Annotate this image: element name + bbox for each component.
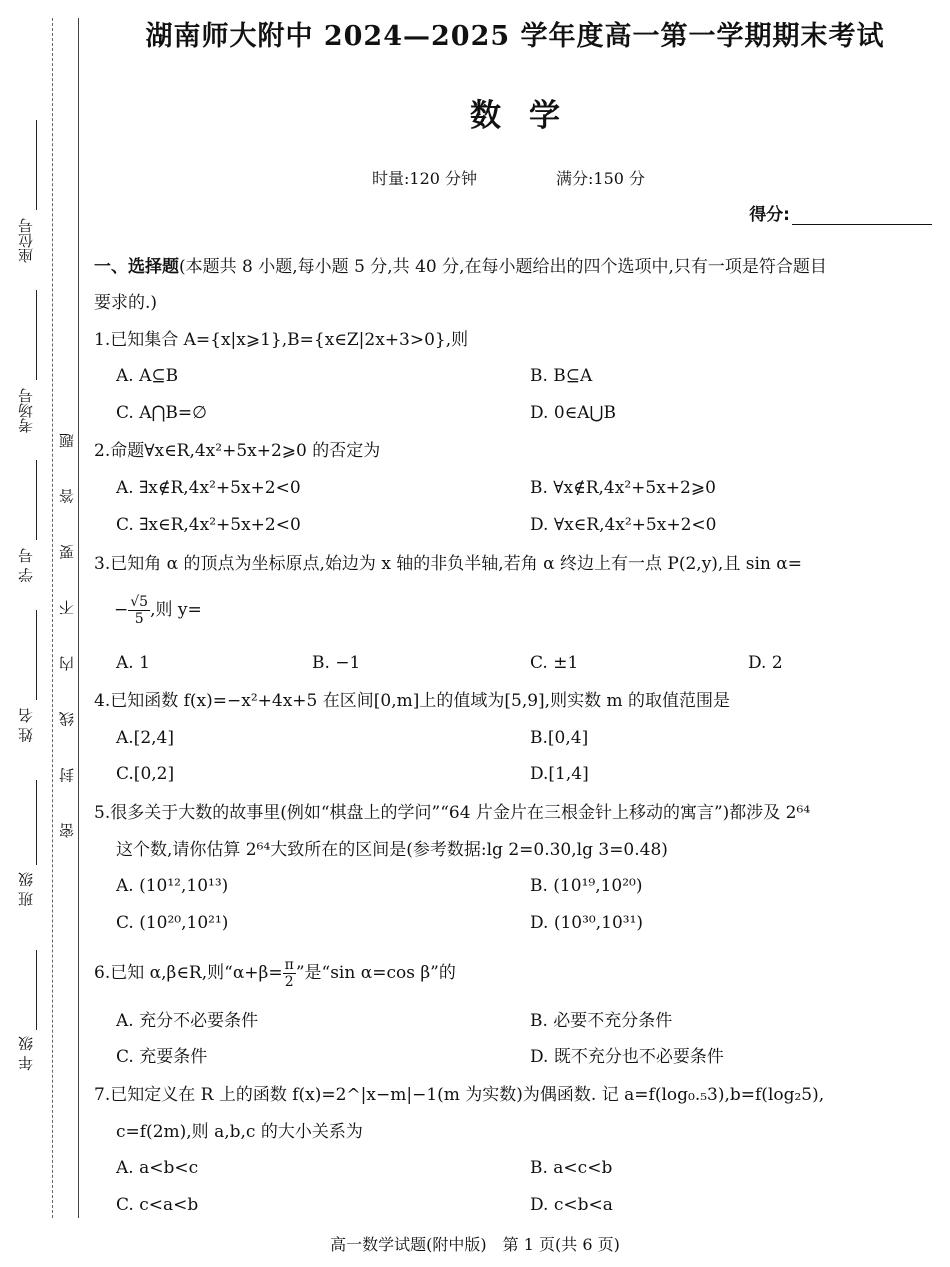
q2-option-d[interactable]: D. ∀x∈R,4x²+5x+2<0 <box>530 515 717 535</box>
q3-option-c[interactable]: C. ±1 <box>530 653 579 673</box>
q6-stem-a: 6.已知 α,β∈R,则“α+β= <box>94 963 283 983</box>
section-note-1: (本题共 8 小题,每小题 5 分,共 40 分,在每小题给出的四个选项中,只有一项是符合题目 <box>179 257 827 277</box>
q5-option-c[interactable]: C. (10²⁰,10²¹) <box>116 913 229 933</box>
minus-sign: − <box>114 600 129 620</box>
q2-option-c[interactable]: C. ∃x∈R,4x²+5x+2<0 <box>116 515 301 535</box>
q7-option-b[interactable]: B. a<c<b <box>530 1158 613 1178</box>
student-id-label: 学 号 <box>17 548 35 583</box>
seat-number-label: 座位号 <box>17 218 35 263</box>
exam-room-label: 考场号 <box>17 388 35 433</box>
score-blank[interactable] <box>792 210 932 225</box>
q1-option-c[interactable]: C. A⋂B=∅ <box>116 403 207 423</box>
q2-option-a[interactable]: A. ∃x∉R,4x²+5x+2<0 <box>116 478 301 498</box>
q1-option-a[interactable]: A. A⊆B <box>116 366 179 386</box>
class-line <box>36 780 37 865</box>
q1-stem: 1.已知集合 A={x|x⩾1},B={x∈Z|2x+3>0},则 <box>94 330 469 350</box>
binding-solid-line <box>78 18 79 1218</box>
q5-option-d[interactable]: D. (10³⁰,10³¹) <box>530 913 644 933</box>
seal-notice: 密 封 线 内 不 要 答 题 <box>58 415 76 839</box>
name-line <box>36 610 37 700</box>
name-field[interactable] <box>12 610 42 770</box>
q7-stem-2: c=f(2m),则 a,b,c 的大小关系为 <box>116 1122 363 1142</box>
q3-stem: 3.已知角 α 的顶点为坐标原点,始边为 x 轴的非负半轴,若角 α 终边上有一点 P(2,y),且 sin α= <box>94 554 802 574</box>
q6-frac-den: 2 <box>284 974 294 990</box>
q4-option-c[interactable]: C.[0,2] <box>116 764 175 784</box>
subject-title: 数学 <box>470 98 588 134</box>
q4-stem: 4.已知函数 f(x)=−x²+4x+5 在区间[0,m]上的值域为[5,9],则实数 m 的取值范围是 <box>94 691 731 711</box>
section-heading: 一、选择题 <box>94 257 179 277</box>
class-label: 班 级 <box>17 872 35 907</box>
class-field[interactable] <box>12 780 42 940</box>
q3-option-a[interactable]: A. 1 <box>116 653 150 673</box>
q5-option-a[interactable]: A. (10¹²,10¹³) <box>116 876 229 896</box>
q7-option-a[interactable]: A. a<b<c <box>116 1158 199 1178</box>
q5-stem-2: 这个数,请你估算 2⁶⁴大致所在的区间是(参考数据:lg 2=0.30,lg 3=0.48) <box>116 840 668 860</box>
q6-option-b[interactable]: B. 必要不充分条件 <box>530 1011 673 1031</box>
grade-line <box>36 950 37 1030</box>
q3-option-d[interactable]: D. 2 <box>748 653 783 673</box>
q4-option-a[interactable]: A.[2,4] <box>116 728 174 748</box>
q6-fraction <box>283 957 296 990</box>
grade-label: 年 级 <box>17 1036 35 1071</box>
q4-option-d[interactable]: D.[1,4] <box>530 764 589 784</box>
q6-option-d[interactable]: D. 既不充分也不必要条件 <box>530 1047 724 1067</box>
binding-dashed-line <box>52 18 53 1218</box>
name-label: 姓 名 <box>17 708 35 743</box>
q6-option-a[interactable]: A. 充分不必要条件 <box>116 1011 259 1031</box>
student-id-field[interactable] <box>12 460 42 620</box>
seat-number-field[interactable] <box>12 120 42 280</box>
q2-option-b[interactable]: B. ∀x∉R,4x²+5x+2⩾0 <box>530 478 716 498</box>
q3-fraction <box>128 594 150 627</box>
q3-stem-tail: ,则 y= <box>150 600 202 620</box>
q3-frac-den: 5 <box>134 611 144 627</box>
page-footer: 高一数学试题(附中版) 第 1 页(共 6 页) <box>330 1235 620 1254</box>
grade-field[interactable] <box>12 950 42 1110</box>
student-id-line <box>36 460 37 540</box>
q5-stem: 5.很多关于大数的故事里(例如“棋盘上的学问”“64 片金片在三根金针上移动的寓言”)都涉及 2⁶⁴ <box>94 803 811 823</box>
q6-stem <box>94 957 456 990</box>
q1-option-b[interactable]: B. B⊆A <box>530 366 593 386</box>
full-score: 满分:150 分 <box>556 169 646 188</box>
q2-stem: 2.命题∀x∈R,4x²+5x+2⩾0 的否定为 <box>94 441 381 461</box>
q6-frac-num: π <box>284 957 294 973</box>
q7-stem: 7.已知定义在 R 上的函数 f(x)=2^|x−m|−1(m 为实数)为偶函数. 记 a=f(log₀.₅3),b=f(log₂5), <box>94 1085 825 1105</box>
time-limit: 时量:120 分钟 <box>372 169 478 188</box>
section-note-2: 要求的.) <box>94 293 158 313</box>
q6-stem-b: ”是“sin α=cos β”的 <box>295 963 456 983</box>
seat-number-line <box>36 120 37 210</box>
section-heading-line <box>94 254 827 280</box>
exam-title: 湖南师大附中 2024—2025 学年度高一第一学期期末考试 <box>145 21 885 52</box>
exam-room-field[interactable] <box>12 290 42 450</box>
q7-option-c[interactable]: C. c<a<b <box>116 1195 199 1215</box>
q4-option-b[interactable]: B.[0,4] <box>530 728 589 748</box>
q1-option-d[interactable]: D. 0∈A⋃B <box>530 403 616 423</box>
q6-option-c[interactable]: C. 充要条件 <box>116 1047 208 1067</box>
score-box[interactable] <box>749 200 932 225</box>
exam-room-line <box>36 290 37 380</box>
q5-option-b[interactable]: B. (10¹⁹,10²⁰) <box>530 876 643 896</box>
score-label: 得分: <box>749 205 790 225</box>
q3-stem-2 <box>114 594 202 627</box>
q3-frac-num: √5 <box>130 594 149 610</box>
q3-option-b[interactable]: B. −1 <box>312 653 361 673</box>
q7-option-d[interactable]: D. c<b<a <box>530 1195 613 1215</box>
